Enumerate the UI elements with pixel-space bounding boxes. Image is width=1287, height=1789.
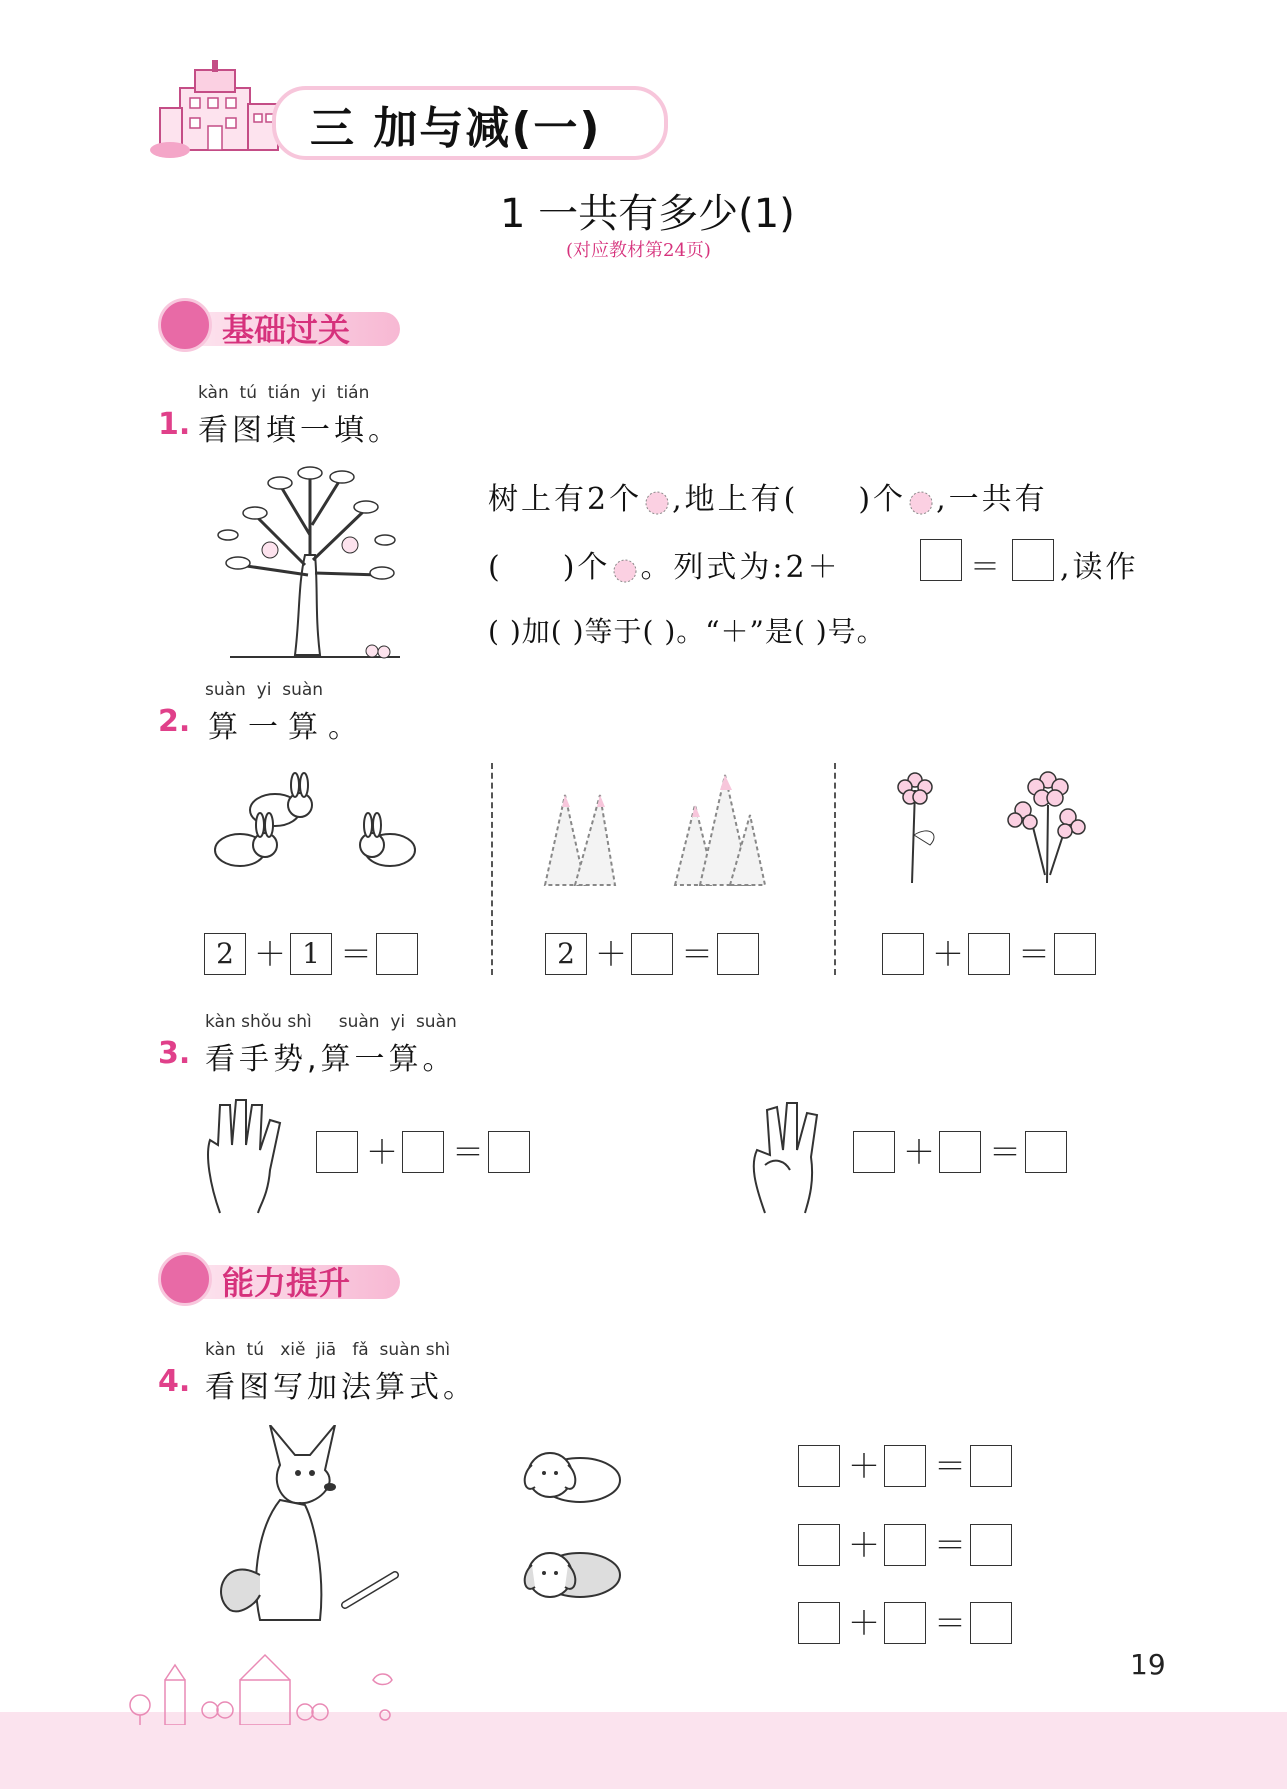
q4-row1-box-b[interactable] <box>884 1445 926 1487</box>
q3-right-box-c[interactable] <box>1025 1131 1067 1173</box>
q4-instruction: 看图写加法算式。 <box>205 1370 477 1405</box>
dashed-divider <box>491 763 493 975</box>
q4-row1-box-a[interactable] <box>798 1445 840 1487</box>
peach-icon <box>642 486 672 516</box>
q3-right-box-b[interactable] <box>939 1131 981 1173</box>
section-title-basic: 基础过关 <box>222 311 351 349</box>
dashed-divider <box>834 763 836 975</box>
q2-eq2-box-a[interactable]: 2 <box>545 933 587 975</box>
hand-three-fingers-illustration <box>745 1095 835 1215</box>
q2-eq1-box-c[interactable] <box>376 933 418 975</box>
q4-row2-box-c[interactable] <box>970 1524 1012 1566</box>
q2-pinyin: suàn yi suàn <box>205 680 324 700</box>
q4-row1-equals: ＝ <box>934 1447 967 1485</box>
q2-eq3-plus: ＋ <box>932 935 965 973</box>
chapter-title: 三 加与减(一) <box>310 103 602 154</box>
dog-with-bone-illustration <box>200 1425 410 1635</box>
q3-right-plus: ＋ <box>903 1133 936 1171</box>
girl-face-icon <box>158 298 212 352</box>
q3-left-plus: ＋ <box>366 1133 399 1171</box>
q3-instruction: 看手势,算一算。 <box>205 1042 457 1077</box>
q4-row3-equals: ＝ <box>934 1604 967 1642</box>
q2-eq1-box-b[interactable]: 1 <box>290 933 332 975</box>
school-building-illustration <box>150 60 290 170</box>
hand-five-fingers-illustration <box>200 1095 290 1215</box>
lesson-textbook-reference: (对应教材第24页) <box>566 240 711 261</box>
q1-read-as-label: ,读作 <box>1060 550 1139 585</box>
q3-number: 3. <box>158 1036 191 1071</box>
q2-eq3-equals: ＝ <box>1018 935 1051 973</box>
q2-eq1-equals: ＝ <box>340 935 373 973</box>
q3-left-equals: ＝ <box>452 1133 485 1171</box>
flowers-illustration <box>870 765 1100 890</box>
q3-right-box-a[interactable] <box>853 1131 895 1173</box>
q2-eq3-box-a[interactable] <box>882 933 924 975</box>
q4-row3-plus: ＋ <box>848 1604 881 1642</box>
q1-equals-sign: ＝ <box>970 550 1003 585</box>
q4-row2-box-a[interactable] <box>798 1524 840 1566</box>
peach-tree-illustration <box>200 455 415 665</box>
q1-line1-part-b: ,地上有( <box>672 482 799 517</box>
q3-left-box-a[interactable] <box>316 1131 358 1173</box>
two-puppies-illustration <box>510 1425 635 1630</box>
q4-row3-box-a[interactable] <box>798 1602 840 1644</box>
rabbits-illustration <box>200 765 440 875</box>
q4-row1-box-c[interactable] <box>970 1445 1012 1487</box>
q1-line1-part-a: 树上有2个 <box>488 482 643 517</box>
q1-pinyin: kàn tú tián yi tián <box>198 383 370 403</box>
q4-row2-plus: ＋ <box>848 1526 881 1564</box>
q3-right-equals: ＝ <box>989 1133 1022 1171</box>
bird-icon <box>370 1668 400 1692</box>
q4-row2-box-b[interactable] <box>884 1524 926 1566</box>
q3-pinyin: kàn shǒu shì suàn yi suàn <box>205 1012 457 1032</box>
q2-number: 2. <box>158 704 191 739</box>
q1-line2-part-b: )个 <box>562 550 611 585</box>
q1-line2-part-a: ( <box>488 550 503 585</box>
q2-eq1-box-a[interactable]: 2 <box>204 933 246 975</box>
q2-eq1-plus: ＋ <box>254 935 287 973</box>
q3-left-box-b[interactable] <box>402 1131 444 1173</box>
q1-line1-part-d: ,一共有 <box>936 482 1048 517</box>
q1-line1-part-c: )个 <box>858 482 907 517</box>
q4-row2-equals: ＝ <box>934 1526 967 1564</box>
bamboo-shoots-illustration <box>540 765 770 890</box>
q2-eq2-box-b[interactable] <box>631 933 673 975</box>
q2-eq2-box-c[interactable] <box>717 933 759 975</box>
q2-instruction: 算一算。 <box>208 710 368 745</box>
q4-row1-plus: ＋ <box>848 1447 881 1485</box>
page-number: 19 <box>1130 1648 1166 1681</box>
q4-row3-box-b[interactable] <box>884 1602 926 1644</box>
q4-number: 4. <box>158 1364 191 1399</box>
doctor-face-icon <box>158 1252 212 1306</box>
q1-number: 1. <box>158 407 191 442</box>
q4-row3-box-c[interactable] <box>970 1602 1012 1644</box>
peach-icon <box>610 554 640 584</box>
q2-eq2-equals: ＝ <box>681 935 714 973</box>
q1-answer-box[interactable] <box>920 539 962 581</box>
q2-eq3-box-b[interactable] <box>968 933 1010 975</box>
q2-eq2-plus: ＋ <box>595 935 628 973</box>
peach-icon <box>906 486 936 516</box>
q1-line1 <box>488 474 1048 518</box>
q4-pinyin: kàn tú xiě jiā fǎ suàn shì <box>205 1340 451 1360</box>
q2-eq3-box-c[interactable] <box>1054 933 1096 975</box>
lesson-title: 1 一共有多少(1) <box>500 191 795 237</box>
q1-line2-part-c: 。列式为:2＋ <box>640 550 841 585</box>
q1-instruction: 看图填一填。 <box>198 413 402 448</box>
q1-line3: ( )加( )等于( )。“＋”是( )号。 <box>488 615 886 648</box>
q1-answer-box[interactable] <box>1012 539 1054 581</box>
q3-left-box-c[interactable] <box>488 1131 530 1173</box>
q1-line2 <box>488 542 841 586</box>
section-title-advanced: 能力提升 <box>222 1264 351 1302</box>
